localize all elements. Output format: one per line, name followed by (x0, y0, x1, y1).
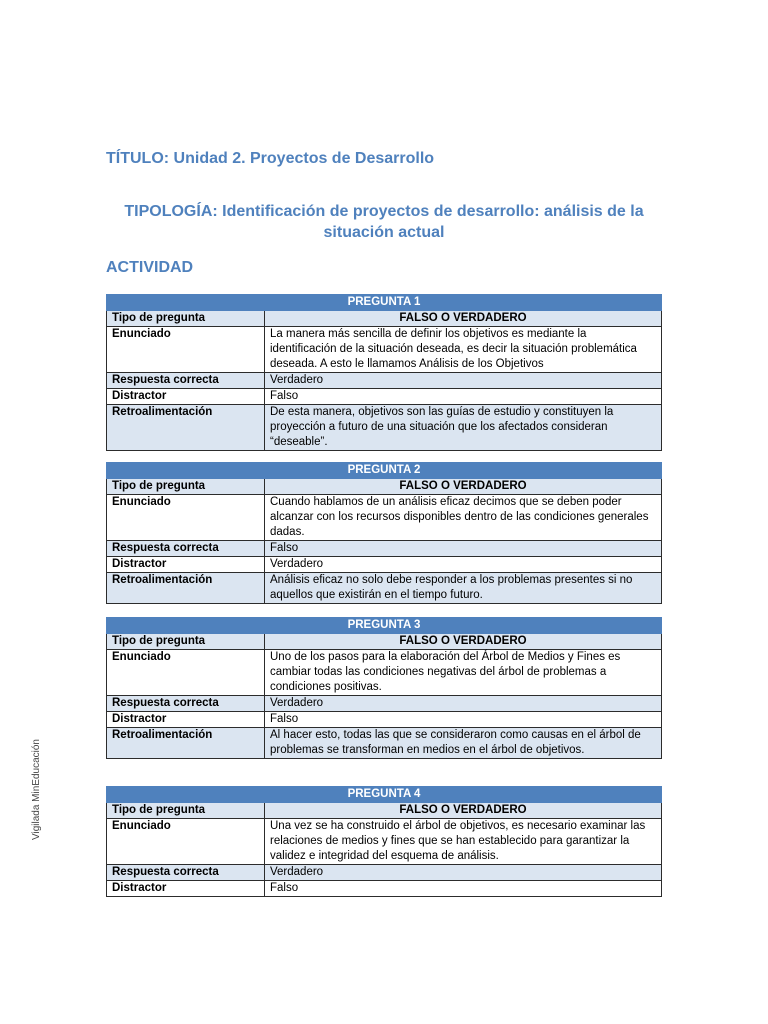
question-table-3 (106, 617, 662, 759)
retro-label: Retroalimentación (107, 405, 265, 451)
respuesta-value: Verdadero (265, 696, 662, 712)
respuesta-label: Respuesta correcta (107, 541, 265, 557)
distractor-value: Falso (265, 712, 662, 728)
enunciado-label: Enunciado (107, 495, 265, 541)
retro-value: De esta manera, objetivos son las guías de estudio y constituyen la proyección a futuro de una situación que los afectados consideran “deseable”. (265, 405, 662, 451)
page-title: TÍTULO: Unidad 2. Proyectos de Desarrollo (106, 150, 435, 167)
respuesta-label: Respuesta correcta (107, 373, 265, 389)
tipo-value: FALSO O VERDADERO (265, 311, 662, 327)
question-header: PREGUNTA 3 (107, 618, 662, 634)
retro-label: Retroalimentación (107, 728, 265, 759)
enunciado-value: Una vez se ha construido el árbol de objetivos, es necesario examinar las relaciones de medios y fines que se han establecido para garantizar la validez e integridad del esquema de análisis. (265, 819, 662, 865)
distractor-value: Verdadero (265, 557, 662, 573)
distractor-label: Distractor (107, 712, 265, 728)
distractor-label: Distractor (107, 389, 265, 405)
enunciado-label: Enunciado (107, 327, 265, 373)
tipo-value: FALSO O VERDADERO (265, 634, 662, 650)
tipologia-heading: TIPOLOGÍA: Identificación de proyectos de desarrollo: análisis de la situación actual (124, 203, 644, 241)
actividad-heading: ACTIVIDAD (106, 259, 194, 276)
question-table-2 (106, 462, 662, 604)
respuesta-label: Respuesta correcta (107, 696, 265, 712)
question-header: PREGUNTA 1 (107, 295, 662, 311)
enunciado-label: Enunciado (107, 650, 265, 696)
distractor-value: Falso (265, 389, 662, 405)
distractor-label: Distractor (107, 881, 265, 897)
enunciado-value: Uno de los pasos para la elaboración del Árbol de Medios y Fines es cambiar todas las condiciones negativas del árbol de problemas a condiciones positivas. (265, 650, 662, 696)
tipo-label: Tipo de pregunta (107, 634, 265, 650)
tipo-label: Tipo de pregunta (107, 479, 265, 495)
respuesta-label: Respuesta correcta (107, 865, 265, 881)
distractor-label: Distractor (107, 557, 265, 573)
question-header: PREGUNTA 2 (107, 463, 662, 479)
question-table-4 (106, 786, 662, 897)
tipo-label: Tipo de pregunta (107, 803, 265, 819)
retro-label: Retroalimentación (107, 573, 265, 604)
respuesta-value: Verdadero (265, 373, 662, 389)
tipo-value: FALSO O VERDADERO (265, 479, 662, 495)
enunciado-value: La manera más sencilla de definir los objetivos es mediante la identificación de la situación deseada, es decir la situación problemática deseada. A esto le llamamos Análisis de los Objetivos (265, 327, 662, 373)
side-watermark-text: Vigilada MinEducación (31, 739, 42, 840)
tipo-label: Tipo de pregunta (107, 311, 265, 327)
respuesta-value: Verdadero (265, 865, 662, 881)
enunciado-value: Cuando hablamos de un análisis eficaz decimos que se deben poder alcanzar con los recursos disponibles dentro de las condiciones generales dadas. (265, 495, 662, 541)
respuesta-value: Falso (265, 541, 662, 557)
distractor-value: Falso (265, 881, 662, 897)
question-header: PREGUNTA 4 (107, 787, 662, 803)
retro-value: Análisis eficaz no solo debe responder a los problemas presentes si no aquellos que existirán en el tiempo futuro. (265, 573, 662, 604)
tipo-value: FALSO O VERDADERO (265, 803, 662, 819)
enunciado-label: Enunciado (107, 819, 265, 865)
question-table-1 (106, 294, 662, 451)
retro-value: Al hacer esto, todas las que se consideraron como causas en el árbol de problemas se transforman en medios en el árbol de objetivos. (265, 728, 662, 759)
